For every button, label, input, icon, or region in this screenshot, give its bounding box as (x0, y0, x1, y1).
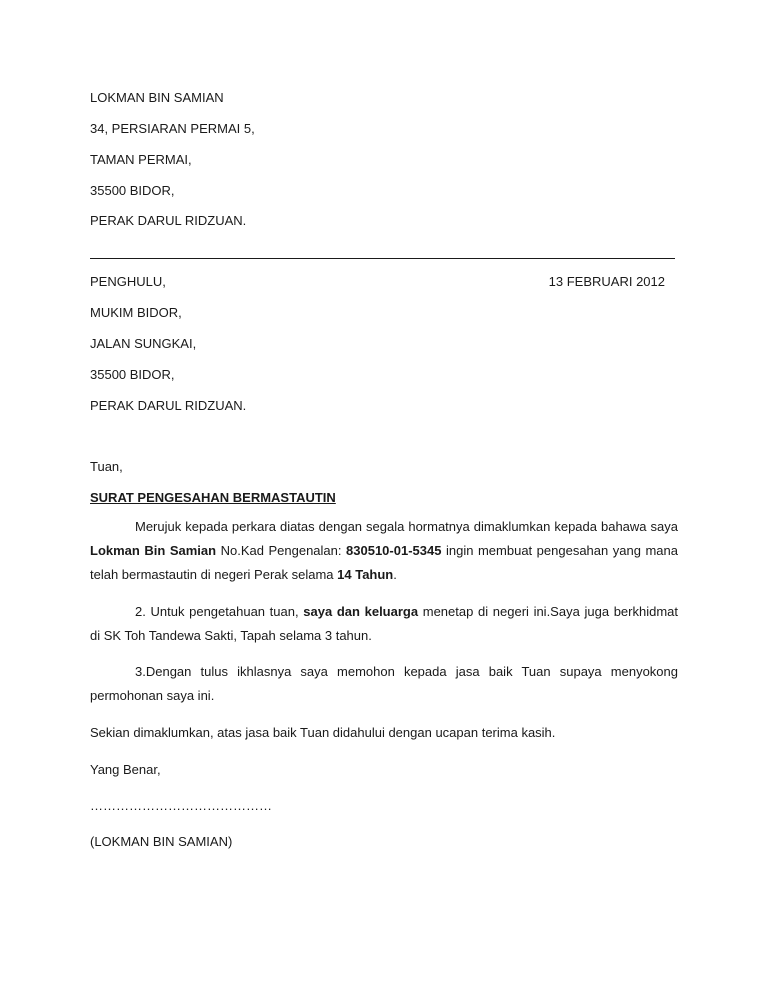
paragraph-2-text: 2. Untuk pengetahuan tuan, (135, 604, 304, 619)
applicant-name: Lokman Bin Samian (90, 543, 217, 558)
sender-address-line: 35500 BIDOR, (90, 183, 175, 198)
recipient-line: PENGHULU, (90, 274, 166, 289)
paragraph-1 (90, 515, 678, 587)
recipient-line: JALAN SUNGKAI, (90, 336, 197, 351)
paragraph-1-text: Merujuk kepada perkara diatas dengan segala hormatnya dimaklumkan kepada bahawa saya (135, 519, 678, 534)
salutation: Tuan, (90, 459, 123, 474)
letter-subject: SURAT PENGESAHAN BERMASTAUTIN (90, 490, 336, 505)
family-emphasis: saya dan keluarga (303, 604, 419, 619)
paragraph-2 (90, 600, 678, 648)
paragraph-2-text: menetap di negeri ini.Saya juga berkhidmat di SK Toh Tandewa Sakti, Tapah selama 3 tahun. (90, 604, 679, 643)
sender-address-line: PERAK DARUL RIDZUAN. (90, 213, 247, 228)
sender-address-line: TAMAN PERMAI, (90, 152, 192, 167)
signature-line: …………………………………… (90, 798, 272, 813)
sender-address-line: 34, PERSIARAN PERMAI 5, (90, 121, 255, 136)
closing-line: Sekian dimaklumkan, atas jasa baik Tuan didahului dengan ucapan terima kasih. (90, 725, 556, 740)
paragraph-1-text: . (393, 567, 397, 582)
paragraph-1-text: ingin membuat pengesahan yang mana telah bermastautin di negeri Perak selama (90, 543, 679, 582)
paragraph-3: 3.Dengan tulus ikhlasnya saya memohon kepada jasa baik Tuan supaya menyokong permohonan saya ini. (90, 664, 678, 703)
letter-date: 13 FEBRUARI 2012 (548, 274, 665, 289)
signatory-name: (LOKMAN BIN SAMIAN) (90, 834, 233, 849)
ic-number: 830510-01-5345 (346, 543, 442, 558)
sender-name: LOKMAN BIN SAMIAN (90, 90, 224, 105)
header-divider (90, 258, 675, 259)
residency-duration: 14 Tahun (337, 567, 394, 582)
paragraph-1-text: No.Kad Pengenalan: (216, 543, 347, 558)
recipient-line: PERAK DARUL RIDZUAN. (90, 398, 247, 413)
signoff: Yang Benar, (90, 762, 161, 777)
recipient-line: 35500 BIDOR, (90, 367, 175, 382)
recipient-line: MUKIM BIDOR, (90, 305, 182, 320)
